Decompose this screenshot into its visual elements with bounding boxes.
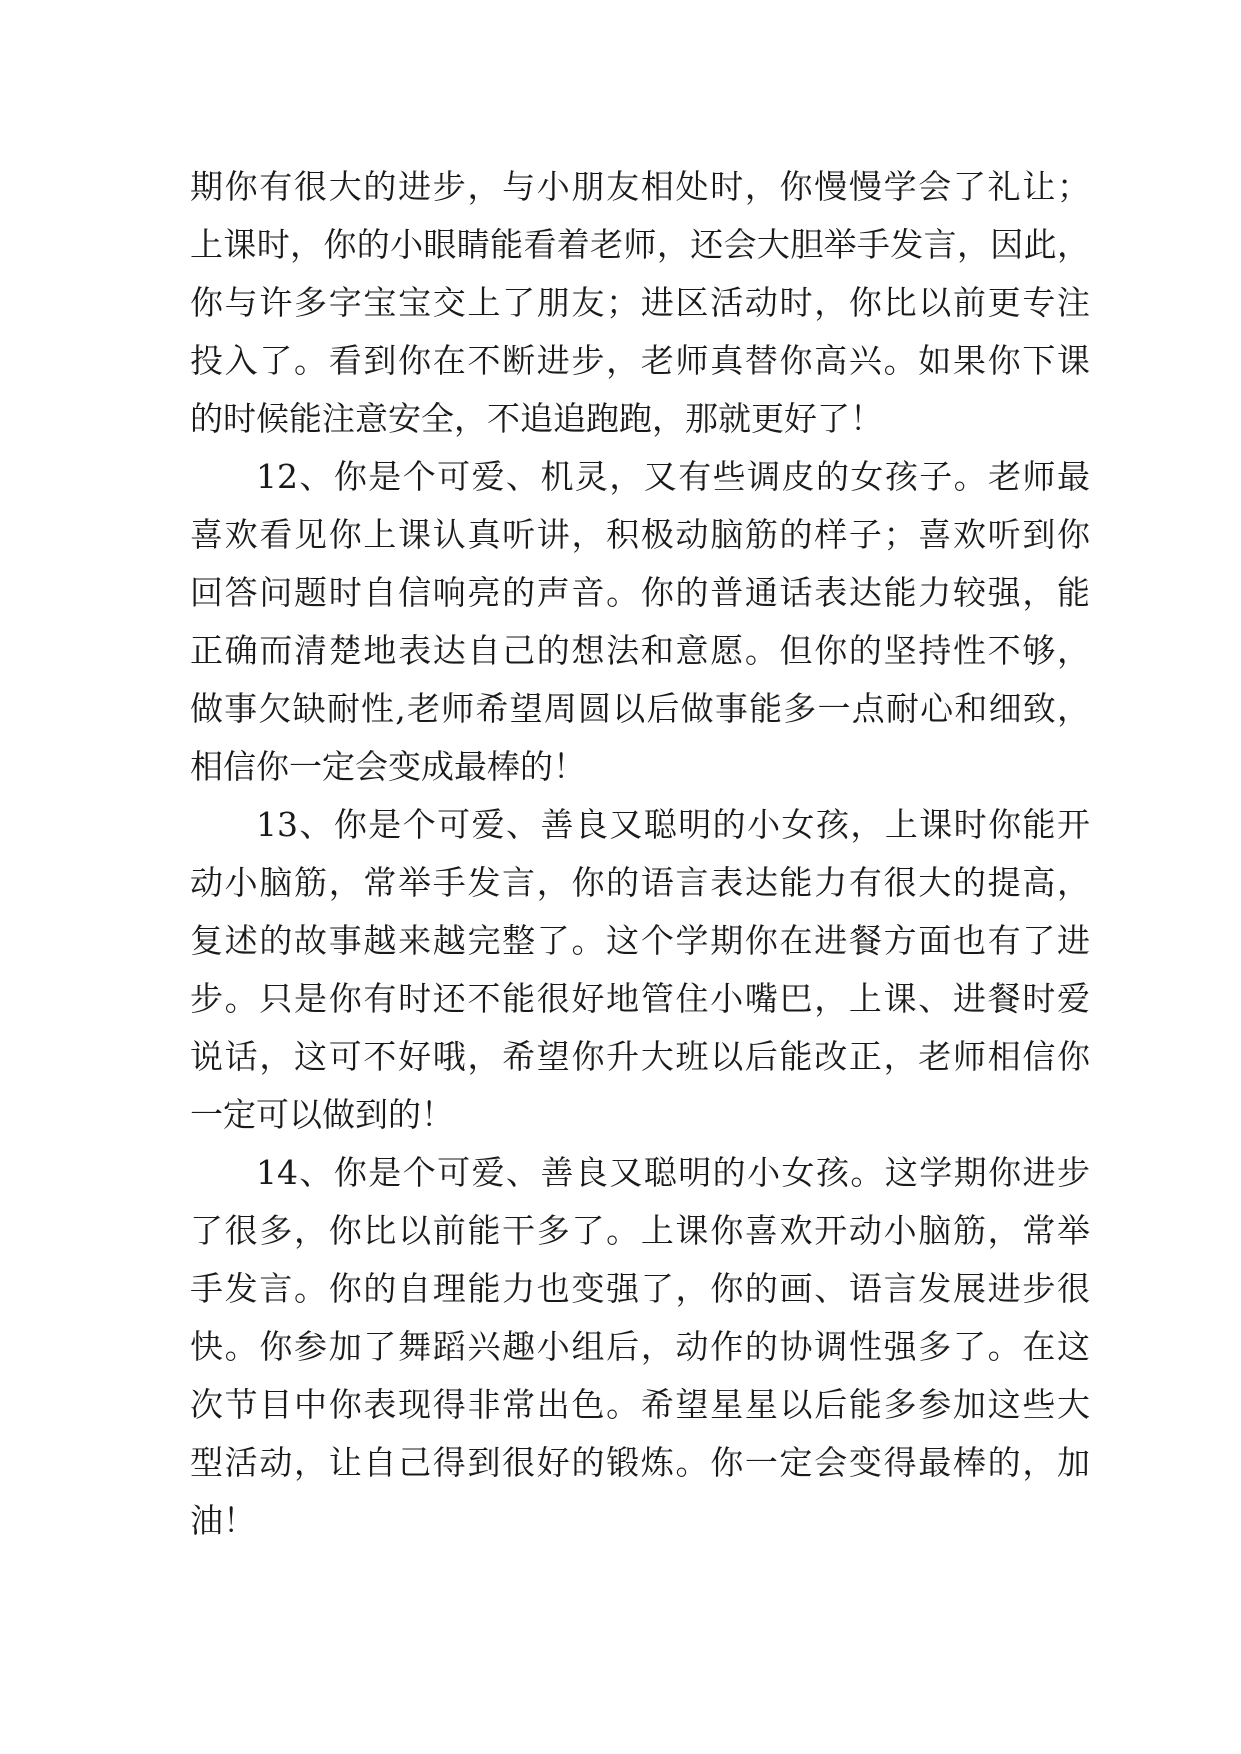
text-line: 手发言。你的自理能力也变强了，你的画、语言发展进步很 bbox=[190, 1269, 1090, 1308]
text-line: 回答问题时自信响亮的声音。你的普通话表达能力较强，能 bbox=[190, 573, 1090, 612]
paragraph-first-line: 14、你是个可爱、善良又聪明的小女孩。这学期你进步 bbox=[256, 1153, 1090, 1192]
text-line: 步。只是你有时还不能很好地管住小嘴巴，上课、进餐时爱 bbox=[190, 979, 1090, 1018]
text-line: 次节目中你表现得非常出色。希望星星以后能多参加这些大 bbox=[190, 1385, 1090, 1424]
text-line: 相信你一定会变成最棒的！ bbox=[190, 747, 586, 786]
paragraph-first-line: 12、你是个可爱、机灵，又有些调皮的女孩子。老师最 bbox=[256, 457, 1090, 496]
document-body bbox=[190, 158, 1090, 1550]
text-line: 说话，这可不好哦，希望你升大班以后能改正，老师相信你 bbox=[190, 1037, 1090, 1076]
text-line: 你与许多字宝宝交上了朋友；进区活动时，你比以前更专注 bbox=[190, 283, 1090, 322]
text-line: 一定可以做到的！ bbox=[190, 1095, 454, 1134]
paragraph-first-line: 13、你是个可爱、善良又聪明的小女孩，上课时你能开 bbox=[256, 805, 1090, 844]
text-line: 投入了。看到你在不断进步，老师真替你高兴。如果你下课 bbox=[190, 341, 1090, 380]
text-line: 型活动，让自己得到很好的锻炼。你一定会变得最棒的，加 bbox=[190, 1443, 1090, 1482]
text-line: 上课时，你的小眼睛能看着老师，还会大胆举手发言，因此， bbox=[190, 225, 1090, 264]
text-line: 复述的故事越来越完整了。这个学期你在进餐方面也有了进 bbox=[190, 921, 1090, 960]
text-line: 喜欢看见你上课认真听讲，积极动脑筋的样子；喜欢听到你 bbox=[190, 515, 1090, 554]
text-line: 期你有很大的进步，与小朋友相处时，你慢慢学会了礼让； bbox=[190, 167, 1090, 206]
text-line: 了很多，你比以前能干多了。上课你喜欢开动小脑筋，常举 bbox=[190, 1211, 1090, 1250]
text-line: 快。你参加了舞蹈兴趣小组后，动作的协调性强多了。在这 bbox=[190, 1327, 1090, 1366]
text-line: 的时候能注意安全，不追追跑跑，那就更好了！ bbox=[190, 399, 883, 438]
text-line: 正确而清楚地表达自己的想法和意愿。但你的坚持性不够， bbox=[190, 631, 1090, 670]
text-line: 做事欠缺耐性,老师希望周圆以后做事能多一点耐心和细致， bbox=[190, 689, 1090, 728]
text-line: 油！ bbox=[190, 1501, 256, 1540]
text-line: 动小脑筋，常举手发言，你的语言表达能力有很大的提高， bbox=[190, 863, 1090, 902]
